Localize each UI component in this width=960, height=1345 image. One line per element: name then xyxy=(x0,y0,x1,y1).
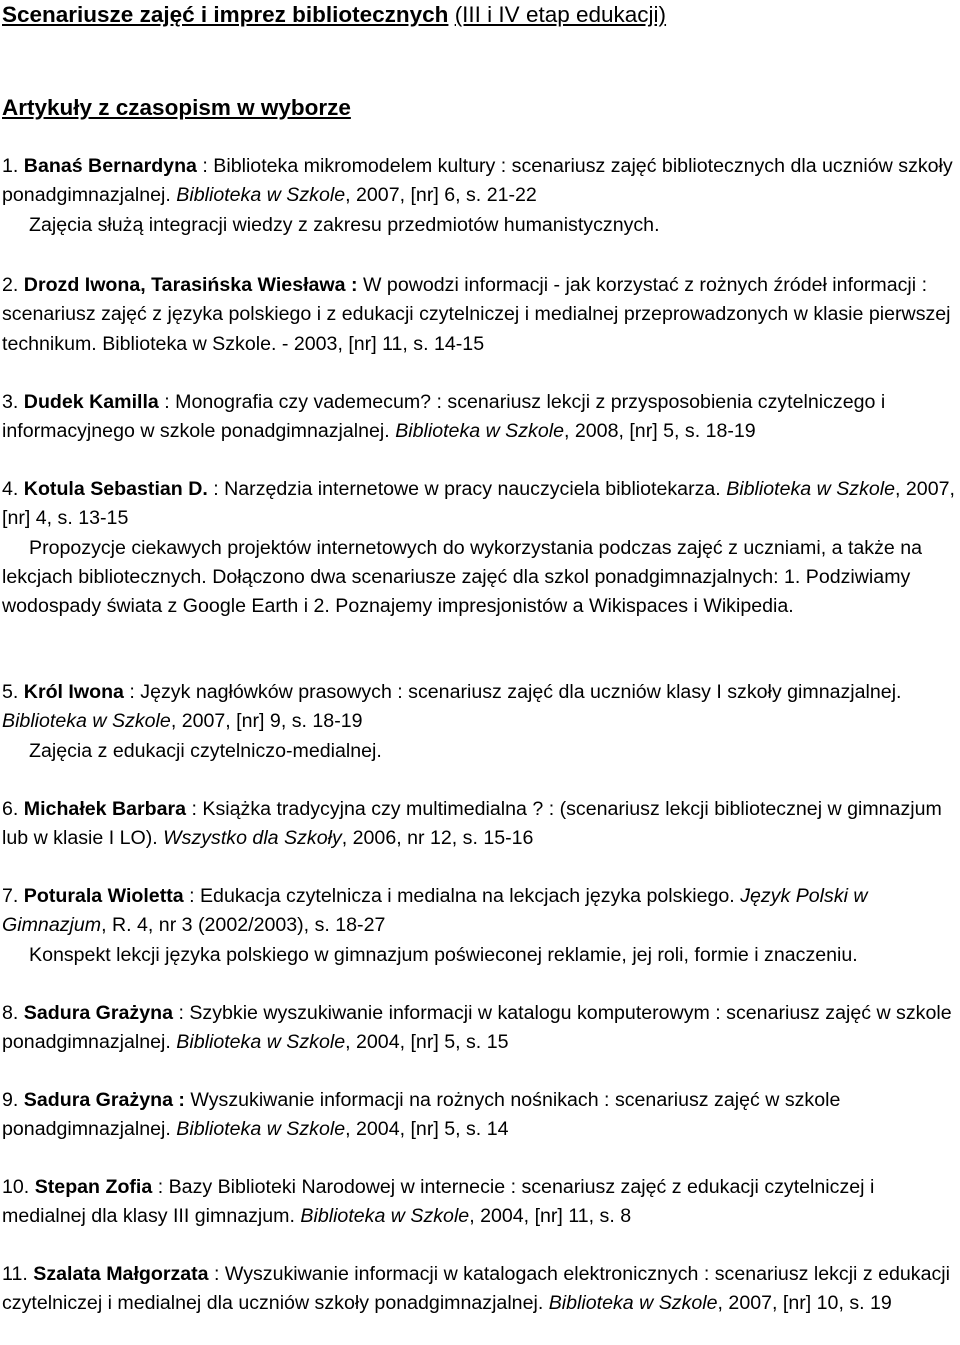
entry-journal: Biblioteka w Szkole xyxy=(2,710,171,733)
bibliography-entry-10 xyxy=(2,1173,958,1232)
entry-journal: Biblioteka w Szkole xyxy=(726,478,896,500)
entry-number: 7. xyxy=(2,885,19,907)
entry-author: Sadura Grażyna : xyxy=(23,1089,185,1111)
entry-author: Sadura Grażyna xyxy=(23,1002,173,1024)
entry-number: 8. xyxy=(2,1002,19,1024)
document-title xyxy=(2,0,666,30)
bibliography-entry-8 xyxy=(2,999,958,1058)
entry-title: : Język nagłówków prasowych : scenariusz zajęć dla uczniów klasy I szkoły gimnazjalnej. xyxy=(123,681,902,703)
bibliography-entry-3 xyxy=(2,388,958,447)
entry-number: 4. xyxy=(2,478,19,500)
entry-number: 11. xyxy=(2,1263,28,1285)
entry-journal: Wszystko dla Szkoły xyxy=(163,827,342,850)
entry-number: 6. xyxy=(2,798,19,820)
bibliography-entry-1 xyxy=(2,152,958,240)
entry-journal: Biblioteka w Szkole xyxy=(395,420,564,443)
entry-author: Szalata Małgorzata xyxy=(33,1263,209,1285)
bibliography-entry-11 xyxy=(2,1260,958,1319)
entry-number: 9. xyxy=(2,1089,19,1111)
entry-journal: Biblioteka w Szkole xyxy=(300,1205,470,1228)
entry-details: , 2008, [nr] 5, s. 18-19 xyxy=(564,420,756,443)
entry-journal: Biblioteka w Szkole xyxy=(176,184,346,207)
entry-journal: Biblioteka w Szkole xyxy=(176,1118,346,1141)
entry-title: : Monografia czy vademecum? : scenariusz lekcji z przysposobienia czytelniczego i informacyjnego w szkole ponadgimnazjalnej. xyxy=(2,391,886,443)
entry-note: Zajęcia służą integracji wiedzy z zakresu przedmiotów humanistycznych. xyxy=(29,213,660,236)
entry-title: : Edukacja czytelnicza i medialna na lekcjach języka polskiego. xyxy=(183,885,741,907)
bibliography-entry-2 xyxy=(2,271,958,359)
entry-author: Król Iwona xyxy=(23,681,124,703)
entry-number: 2. xyxy=(2,274,19,296)
entry-author: Kotula Sebastian D. xyxy=(23,478,208,500)
bibliography-entry-5 xyxy=(2,678,958,766)
entry-title: W powodzi informacji - jak korzystać z rożnych źródeł informacji : scenariusz zajęć z języka polskiego i z edukacji czytelniczej i medialnej przeprowadzonych w klasie pierwszej technikum. Biblioteka w Szkole. - 2003, [nr] 11, s. 14-15 xyxy=(2,274,951,355)
section-heading: Artykuły z czasopism w wyborze xyxy=(2,95,351,120)
entry-journal: Biblioteka w Szkole xyxy=(548,1292,718,1315)
entry-number: 10. xyxy=(2,1176,30,1198)
bibliography-entry-4 xyxy=(2,475,958,621)
entry-details: , 2007, [nr] 10, s. 19 xyxy=(717,1292,892,1315)
entry-title: : Wyszukiwanie informacji w katalogach elektronicznych : scenariusz lekcji z edukacji czytelniczej i medialnej dla uczniów szkoły ponadgimnazjalnej. xyxy=(2,1263,950,1315)
entry-number: 1. xyxy=(2,155,19,177)
entry-details: , 2007, [nr] 4, s. 13-15 xyxy=(2,478,955,530)
entry-details: , 2004, [nr] 11, s. 8 xyxy=(469,1205,632,1228)
title-main: Scenariusze zajęć i imprez bibliotecznych xyxy=(2,2,449,27)
entry-title: : Bazy Biblioteki Narodowej w internecie : scenariusz zajęć z edukacji czytelniczej i medialnej dla klasy III gimnazjum. xyxy=(2,1176,875,1228)
entry-title: : Narzędzia internetowe w pracy nauczyciela bibliotekarza. xyxy=(207,478,727,500)
entry-title: Wyszukiwanie informacji na rożnych nośnikach : scenariusz zajęć w szkole ponadgimnazjalnej. xyxy=(2,1089,841,1141)
entry-details: , 2007, [nr] 9, s. 18-19 xyxy=(170,710,363,733)
bibliography-entry-9 xyxy=(2,1086,958,1145)
entry-journal: Biblioteka w Szkole xyxy=(176,1031,346,1054)
entry-title: : Książka tradycyjna czy multimedialna ? : (scenariusz lekcji bibliotecznej w gimnazjum lub w klasie I LO). xyxy=(2,798,942,850)
entry-details: , 2004, [nr] 5, s. 15 xyxy=(345,1031,509,1054)
entry-title: : Biblioteka mikromodelem kultury : scenariusz zajęć bibliotecznych dla uczniów szkoły ponadgimnazjalnej. xyxy=(2,155,953,207)
entry-author: Poturala Wioletta xyxy=(23,885,184,907)
bibliography-entry-7 xyxy=(2,882,958,970)
bibliography-entry-6 xyxy=(2,795,958,854)
entry-author: Michałek Barbara xyxy=(23,798,187,820)
entry-note: Propozycje ciekawych projektów internetowych do wykorzystania podczas zajęć z uczniami, a także na lekcjach bibliotecznych. Dołączono dwa scenariusze zajęć dla szkol ponadgimnazjalnych: 1. Podziwiamy wodospady świata z Google Earth i 2. Poznajemy impresjonistów a Wikispaces i Wikipedia. xyxy=(2,536,923,618)
entry-journal: Język Polski w Gimnazjum xyxy=(2,885,868,937)
entry-author: Stepan Zofia xyxy=(34,1176,153,1198)
entry-note: Konspekt lekcji języka polskiego w gimnazjum poświeconej reklamie, jej roli, formie i znaczeniu. xyxy=(29,943,858,966)
entry-author: Banaś Bernardyna xyxy=(23,155,197,177)
entry-details: , 2006, nr 12, s. 15-16 xyxy=(341,827,534,850)
entry-author: Dudek Kamilla xyxy=(23,391,159,413)
entry-author: Drozd Iwona, Tarasińska Wiesława : xyxy=(23,274,358,296)
entry-note: Zajęcia z edukacji czytelniczo-medialnej. xyxy=(29,739,382,762)
entry-details: , 2004, [nr] 5, s. 14 xyxy=(345,1118,509,1141)
entry-details: , 2007, [nr] 6, s. 21-22 xyxy=(345,184,537,207)
entry-number: 3. xyxy=(2,391,19,413)
title-subtitle: (III i IV etap edukacji) xyxy=(454,2,667,27)
entry-number: 5. xyxy=(2,681,19,703)
entry-title: : Szybkie wyszukiwanie informacji w katalogu komputerowym : scenariusz zajęć w szkole ponadgimnazjalnej. xyxy=(2,1002,952,1054)
entry-details: , R. 4, nr 3 (2002/2003), s. 18-27 xyxy=(101,914,386,937)
